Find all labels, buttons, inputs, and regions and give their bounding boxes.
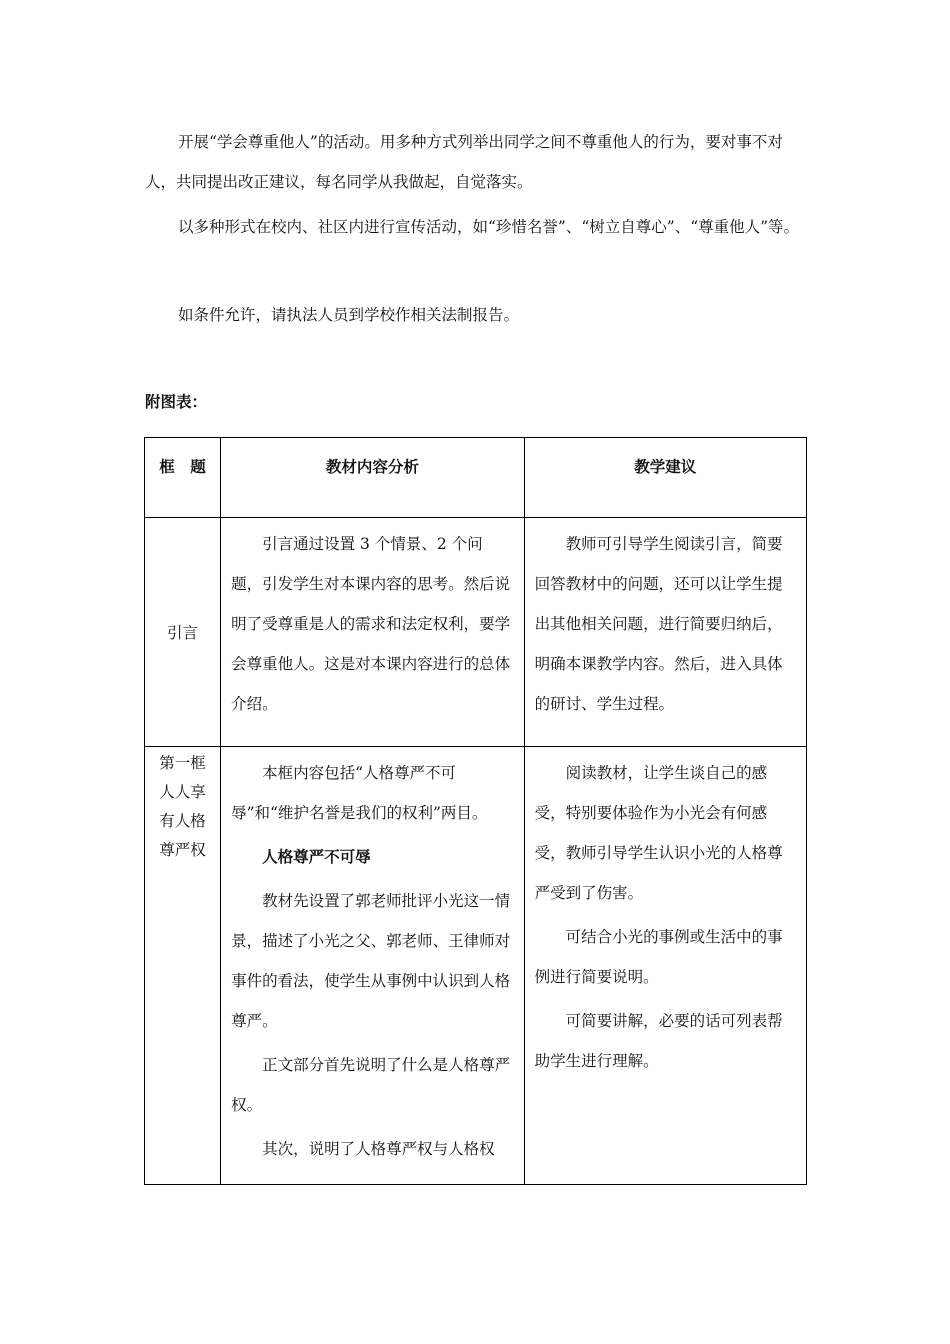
intro-paragraph-3: 如条件允许，请执法人员到学校作相关法制报告。 bbox=[178, 306, 520, 324]
row-suggestion-intro: 教师可引导学生阅读引言，简要回答教材中的问题，还可以让学生提出其他相关问题，进行简要归纳后，明确本课教学内容。然后，进入具体的研讨、学生过程。 bbox=[524, 518, 806, 747]
sub-heading: 人格尊严不可辱 bbox=[262, 847, 371, 866]
intro-paragraph-2: 以多种形式在校内、社区内进行宣传活动，如“珍惜名誉”、“树立自尊心”、“尊重他人”等。 bbox=[178, 218, 800, 236]
teaching-table bbox=[144, 437, 807, 1185]
row-suggestion-frame1: 阅读教材，让学生谈自己的感受，特别要体验作为小光会有何感受，教师引导学生认识小光的人格尊严受到了伤害。 可结合小光的事例或生活中的事例进行简要说明。 可简要讲解，必要的话可列表帮助学生进行理解。 bbox=[524, 747, 806, 1185]
intro-paragraph-1: 开展“学会尊重他人”的活动。用多种方式列举出同学之间不尊重他人的行为，要对事不对人，共同提出改正建议，每名同学从我做起，自觉落实。 bbox=[145, 133, 783, 191]
header-analysis: 教材内容分析 bbox=[221, 438, 524, 518]
row-analysis-intro: 引言通过设置 3 个情景、2 个问题，引发学生对本课内容的思考。然后说明了受尊重是人的需求和法定权利，要学会尊重他人。这是对本课内容进行的总体介绍。 bbox=[221, 518, 524, 747]
row-analysis-frame1: 本框内容包括“人格尊严不可辱”和“维护名誉是我们的权利”两目。 人格尊严不可辱 教材先设置了郭老师批评小光这一情景，描述了小光之父、郭老师、王律师对事件的看法，使学生从事例中认识到人格尊严。 正文部分首先说明了什么是人格尊严权。 其次，说明了人格尊严权与人格权 bbox=[221, 747, 524, 1185]
table-row bbox=[145, 747, 807, 1185]
header-topic: 框 题 bbox=[145, 438, 221, 518]
table-header-row bbox=[145, 438, 807, 518]
table-row bbox=[145, 518, 807, 747]
header-suggestion: 教学建议 bbox=[524, 438, 806, 518]
row-title-intro: 引言 bbox=[145, 518, 221, 747]
attachment-label: 附图表： bbox=[145, 392, 208, 411]
row-title-frame1: 第一框 人人享 有人格 尊严权 bbox=[145, 747, 221, 1185]
